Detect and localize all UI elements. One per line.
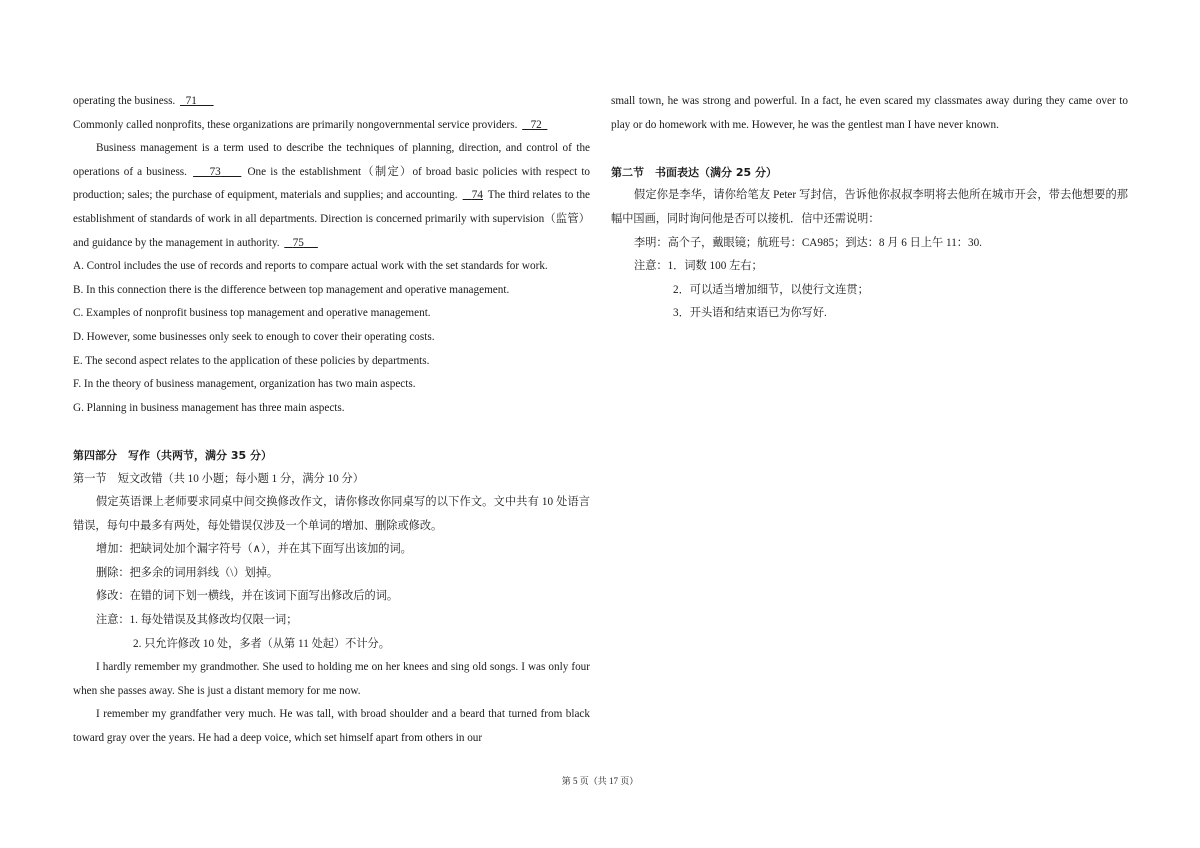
blank-71[interactable]: 71	[185, 95, 197, 107]
trip-info: 李明：高个子，戴眼镜；航班号：CA985；到达：8 月 6 日上午 11：30.	[634, 236, 982, 249]
writing-note-3: 3．开头语和结束语已为你写好.	[673, 307, 827, 320]
left-column	[73, 90, 590, 751]
essay-paragraph-2: I remember my grandfather very much. He was tall, with broad shoulder and a beard that turned from black toward gray over the years. He had a deep voice, which set himself apart from others in our	[73, 708, 590, 745]
writing-note-2: 2．可以适当增加细节，以使行文连贯；	[673, 283, 869, 296]
essay-continuation: small town, he was strong and powerful. In a fact, he even scared my classmates away during they came over to play or do homework with me. However, he was the gentlest man I have never known.	[611, 95, 1128, 131]
passage-line-72: Commonly called nonprofits, these organizations are primarily nongovernmental service providers. 72	[73, 114, 590, 138]
option-c: C. Examples of nonprofit business top management and operative management.	[73, 307, 431, 320]
rule-add: 增加：把缺词处加个漏字符号（∧），并在其下面写出该加的词。	[96, 543, 412, 556]
option-e: E. The second aspect relates to the application of these policies by departments.	[73, 354, 430, 367]
rule-delete: 删除：把多余的词用斜线（\）划掉。	[96, 566, 279, 579]
blank-72[interactable]: 72	[530, 118, 542, 131]
essay-paragraph-1: I hardly remember my grandmother. She used to holding me on her knees and sing old songs. I was only four when she passes away. She is just a distant memory for me now.	[73, 661, 590, 697]
section1-heading: 第一节 短文改错（共 10 小题；每小题 1 分，满分 10 分）	[73, 472, 364, 485]
spacer	[611, 137, 1128, 161]
blank-75[interactable]: 75	[292, 236, 304, 249]
note-2: 2. 只允许修改 10 处，多者（从第 11 处起）不计分。	[133, 637, 390, 650]
writing-note-1: 注意：1．词数 100 左右；	[634, 260, 763, 273]
option-d: D. However, some businesses only seek to enough to cover their operating costs.	[73, 330, 435, 343]
section2-heading: 第二节 书面表达（满分 25 分）	[611, 165, 777, 179]
option-b: B. In this connection there is the difference between top management and operative management.	[73, 283, 510, 296]
option-g: G. Planning in business management has three main aspects.	[73, 401, 345, 414]
part4-heading: 第四部分 写作（共两节，满分 35 分）	[73, 448, 272, 462]
blank-73[interactable]: 73	[209, 165, 221, 178]
option-a: A. Control includes the use of records and reports to compare actual work with the set standards for work.	[73, 260, 548, 273]
right-column	[611, 90, 1128, 326]
section1-intro: 假定英语课上老师要求同桌中间交换修改作文，请你修改你同桌写的以下作文。文中共有 10 处语言错误，每句中最多有两处，每处错误仅涉及一个单词的增加、删除或修改。	[73, 496, 590, 532]
rule-modify: 修改：在错的词下划一横线，并在该词下面写出修改后的词。	[96, 590, 399, 603]
passage-paragraph-3: Business management is a term used to describe the techniques of planning, direction, and control of the operations of a business. 73 One is the establishment（制定）of broad basic policies with respect to production; sales; the purchase of equipment, materials and supplies; and accounting. 74 The third relates to the establishment of standards of work in all departments. Direction is concerned primarily with supervision（监管）and guidance by the management in authority. 75	[73, 142, 591, 249]
spacer	[73, 420, 590, 444]
passage-line-71: operating the business. 71	[73, 90, 590, 114]
option-f: F. In the theory of business management, organization has two main aspects.	[73, 378, 416, 391]
section2-intro: 假定你是李华，请你给笔友 Peter 写封信，告诉他你叔叔李明将去他所在城市开会，带去他想要的那幅中国画，同时询问他是否可以接机．信中还需说明：	[611, 189, 1128, 225]
page-number: 第 5 页（共 17 页）	[561, 776, 639, 786]
note-1: 注意：1. 每处错误及其修改均仅限一词；	[96, 614, 298, 627]
blank-74[interactable]: 74	[471, 189, 483, 202]
